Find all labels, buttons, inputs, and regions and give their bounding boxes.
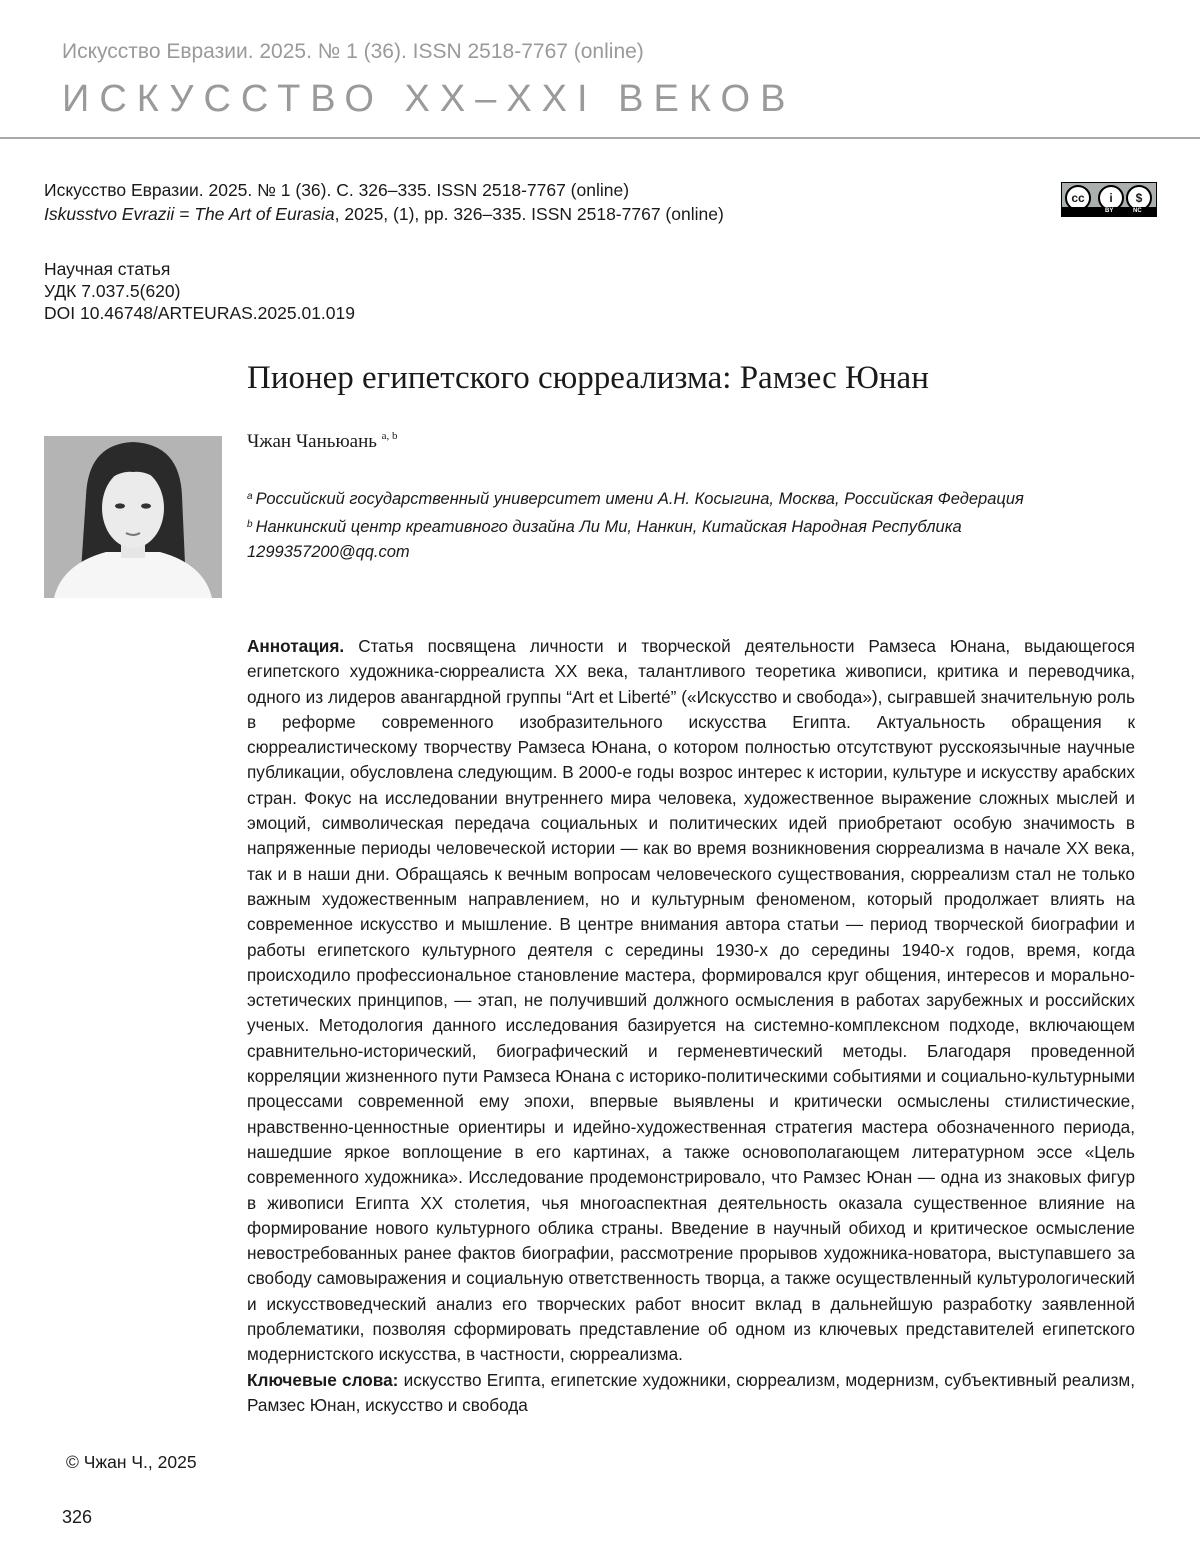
cc-icon: cc (1065, 185, 1091, 211)
section-title: ИСКУССТВО XX–XXI ВЕКОВ (62, 78, 796, 120)
article-title: Пионер египетского сюрреализма: Рамзес Юнан (247, 360, 929, 396)
author-photo (44, 436, 222, 598)
nc-label: NC (1133, 208, 1142, 214)
by-label: BY (1105, 208, 1114, 214)
affiliation-mark: b (247, 519, 253, 530)
running-head: Искусство Евразии. 2025. № 1 (36). ISSN 2518-7767 (online) (62, 40, 644, 63)
affiliation-b (247, 512, 1024, 540)
abstract-label: Аннотация. (247, 636, 345, 656)
abstract-paragraph (247, 634, 1135, 1368)
keywords-paragraph (247, 1368, 1135, 1419)
license-label-strip (1062, 207, 1156, 216)
citation-journal-title: Iskusstvo Evrazii = The Art of Eurasia (44, 204, 335, 224)
keywords-text: искусство Египта, египетские художники, сюрреализм, модернизм, субъективный реализм, Рамзес Юнан, искусство и свобода (247, 1369, 1136, 1415)
page-number: 326 (62, 1507, 93, 1527)
author-email[interactable]: 1299357200@qq.com (247, 543, 410, 561)
affiliation-text: Российский государственный университет имени А.Н. Косыгина, Москва, Российская Федерация (255, 490, 1024, 508)
affiliation-mark: a (247, 491, 253, 502)
abstract-text: Статья посвящена личности и творческой деятельности Рамзеса Юнана, выдающегося египетского художника-сюрреалиста XX века, талантливого теоретика живописи, критика и переводчика, одного из лидеров авангардной группы “Art et Liberté” («Искусство и свобода»), сыгравшей значительную роль в реформе современного изобразительного искусства Египта. Актуальность обращения к сюрреалистическому творчеству Рамзеса Юнана, о котором полностью отсутствуют русскоязычные научные публикации, обусловлена следующим. В 2000-е годы возрос интерес к истории, культуре и искусству арабских стран. Фокус на исследовании внутреннего мира человека, художественное выражение сложных мыслей и эмоций, символическая передача социальных и политических идей приобретают особую значимость в напряженные периоды человеческой истории — как во время возникновения сюрреализма в начале XX века, так и в наши дни. Обращаясь к вечным вопросам человеческого существования, сюрреализм стал не только важным художественным направлением, но и культурным феноменом, который продолжает влиять на современное искусство и мышление. В центре внимания автора статьи — период творческой биографии и работы египетского культурного деятеля с середины 1930-х до середины 1940-х годов, время, когда происходило профессиональное становление мастера, формировался круг общения, интересов и морально-эстетических принципов, — этап, не получивший должного осмысления в работах зарубежных и российских ученых. Методология данного исследования базируется на системно-комплексном подходе, включающем сравнительно-исторический, биографический и герменевтический методы. Благодаря проведенной корреляции жизненного пути Рамзеса Юнана с историко-политическими событиями и социально-культурными процессами современной ему эпохи, впервые выявлены и критически осмыслены стилистические, нравственно-ценностные ориентиры и идейно-художественная стратегия мастера обозначенного периода, нашедшие яркое воплощение в его картинах, а также основополагающем литературном эссе «Цель современного художника». Исследование продемонстрировало, что Рамзес Юнан — одна из знаковых фигур в живописи Египта XX столетия, чья многоаспектная деятельность оказала существенное влияние на формирование нового культурного облика страны. Введение в научный обиход и критическое осмысление невостребованных ранее фактов биографии, рассмотрение прорывов художника-новатора, выступавшего за свободу самовыражения и социальную ответственность творца, а также осуществленный культурологический и искусствоведческий анализ его творческих работ вносит вклад в дальнейшую разработку заявленной проблематики, позволяя сформировать представление об одном из ключевых представителей египетского модернистского искусства, в частности, сюрреализма. (247, 636, 1135, 1365)
abstract-section (247, 634, 1135, 1418)
copyright-notice: © Чжан Ч., 2025 (66, 1452, 197, 1472)
author-affiliation-marks: a, b (381, 430, 398, 442)
keywords-label: Ключевые слова: (247, 1369, 399, 1390)
citation-russian: Искусство Евразии. 2025. № 1 (36). С. 326–335. ISSN 2518-7767 (online) (44, 180, 630, 200)
noncommercial-icon: $ (1126, 185, 1152, 211)
udc-code: УДК 7.037.5(620) (44, 281, 181, 301)
doi: DOI 10.46748/ARTEURAS.2025.01.019 (44, 303, 355, 323)
affiliation-a (247, 484, 1024, 512)
author-portrait-image (44, 436, 222, 598)
header-divider (0, 137, 1200, 139)
citation-details: , 2025, (1), pp. 326–335. ISSN 2518-7767 (online) (334, 204, 724, 224)
article-type: Научная статья (44, 259, 171, 279)
citation-english (44, 202, 724, 226)
cc-by-nc-license-badge[interactable] (1061, 182, 1157, 217)
affiliations (247, 484, 1024, 565)
affiliation-text: Нанкинский центр креативного дизайна Ли Ми, Нанкин, Китайская Народная Республика (255, 518, 962, 536)
article-meta (44, 258, 355, 324)
author-name-line (247, 430, 398, 453)
author-name: Чжан Чаньюань (247, 431, 377, 452)
attribution-icon: i (1098, 185, 1124, 211)
citation-block (44, 178, 724, 226)
